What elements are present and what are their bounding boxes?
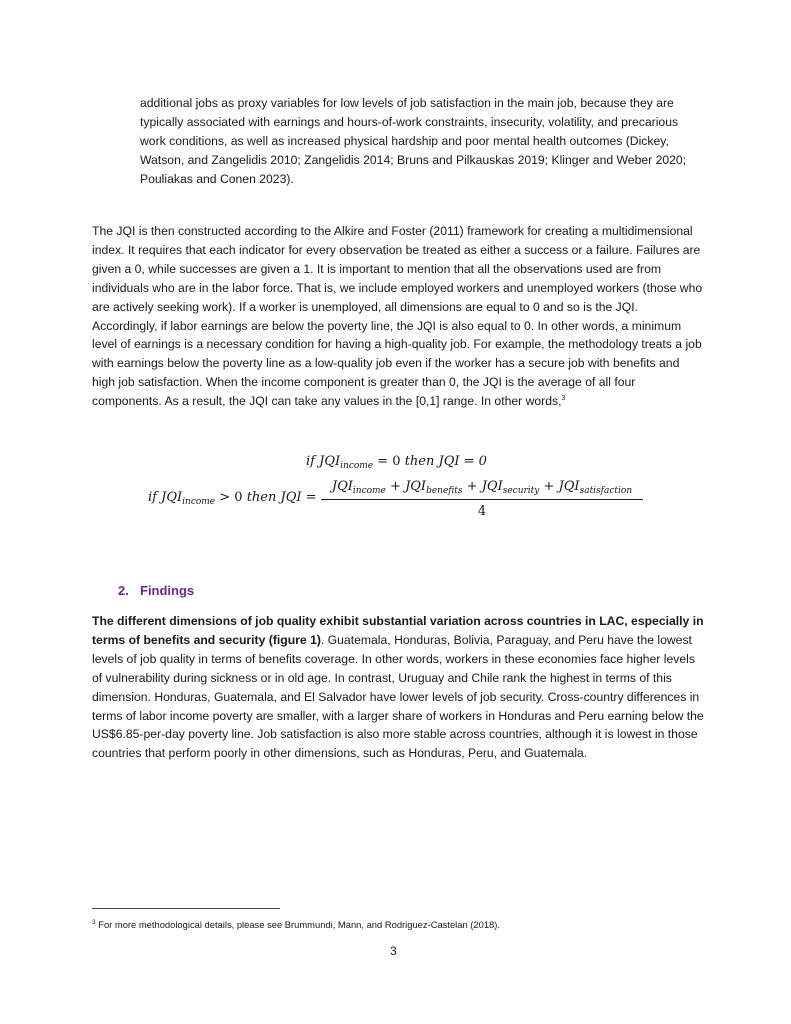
fraction-denominator: 4	[477, 504, 487, 519]
indented-paragraph: additional jobs as proxy variables for low levels of job satisfaction in the main job, because they are typically associated with earnings and hours-of-work constraints, insecurity, volatility, and precarious work conditions, as well as increased physical hardship and poor mental health outcomes (Dickey, Watson, and Zangelidis 2010; Zangelidis 2014; Bruns and Pilkauskas 2019; Klinger and Weber 2020; Pouliakas and Conen 2023).	[140, 96, 687, 186]
equation-income-positive-lhs	[148, 490, 317, 507]
num-sub-security: security	[502, 486, 540, 496]
num-jqi-2: JQI	[405, 479, 427, 494]
footnote-reference[interactable]: 3	[561, 395, 566, 403]
eq1-then: then	[404, 454, 435, 469]
footnote-divider	[92, 908, 280, 909]
eq1-equals-zero: = 0	[373, 454, 405, 469]
eq2-if: if	[148, 490, 157, 505]
eq2-income-sub: income	[182, 497, 216, 507]
footnote	[92, 917, 500, 931]
num-sub-satisfaction: satisfaction	[579, 486, 633, 496]
eq1-rhs: JQI = 0	[438, 454, 487, 469]
num-jqi-4: JQI	[558, 479, 580, 494]
num-jqi-3: JQI	[481, 479, 503, 494]
eq2-then: then	[246, 490, 277, 505]
num-jqi-1: JQI	[331, 479, 353, 494]
num-sub-income: income	[352, 486, 386, 496]
eq1-if: if	[306, 454, 315, 469]
num-plus-1: +	[385, 479, 406, 494]
num-plus-2: +	[462, 479, 482, 494]
equation-income-zero	[306, 454, 487, 471]
findings-body: . Guatemala, Honduras, Bolivia, Paraguay, and Peru have the lowest levels of job quality in terms of benefits coverage. In other words, workers in these economies face higher levels of vulnerability during sickness or in old age. In contrast, Uruguay and Chile rank the highest in terms of this dimension. Honduras, Guatemala, and El Salvador have lower levels of job security. Cross-country differences in terms of labor income poverty are smaller, with a larger share of workers in Honduras and Peru earning below the US$6.85-per-day poverty line. Job satisfaction is also more stable across countries, although it is lowest in those countries that perform poorly in other dimensions, such as Honduras, Peru, and Guatemala.	[92, 632, 704, 761]
eq2-jqi-equals: JQI =	[280, 490, 317, 505]
num-sub-benefits: benefits	[426, 486, 463, 496]
jqi-paragraph-text: The JQI is then constructed according to the Alkire and Foster (2011) framework for creating a multidimensional index. It requires that each indicator for every observation be treated as either a success or a failure. Failures are given a 0, while successes are given a 1. It is important to mention that all the observations used are from individuals who are in the labor force. That is, we include employed workers and unemployed workers (those who are actively seeking work). If a worker is unemployed, all dimensions are equal to 0 and so is the JQI. Accordingly, if labor earnings are below the poverty line, the JQI is also equal to 0. In other words, a minimum level of earnings is a necessary condition for having a high-quality job. For example, the methodology treats a job with earnings below the poverty line as a low-quality job even if the worker has a secure job with benefits and high job satisfaction. When the income component is greater than 0, the JQI is the average of all four components. As a result, the JQI can take any values in the [0,1] range. In other words,	[92, 224, 703, 409]
eq2-greater-zero: > 0	[215, 490, 247, 505]
eq1-jqi: JQI	[319, 454, 341, 469]
jqi-methodology-paragraph	[92, 222, 704, 411]
findings-paragraph	[92, 612, 704, 763]
findings-bold-lead: The different dimensions of job quality exhibit substantial variation across countries in LAC, especially in terms of benefits and security (figure 1)	[92, 614, 704, 647]
section-heading-findings	[118, 583, 194, 598]
section-title: Findings	[140, 583, 195, 598]
page-number: 3	[390, 944, 397, 958]
footnote-text: For more methodological details, please see Brummundi, Mann, and Rodriguez-Castelan (2018).	[95, 919, 500, 930]
eq1-income-sub: income	[340, 461, 374, 471]
fraction-numerator	[321, 479, 643, 500]
equation-fraction	[321, 479, 643, 519]
num-plus-3: +	[539, 479, 559, 494]
eq2-jqi: JQI	[161, 490, 183, 505]
footnote-marker: 3	[92, 919, 96, 926]
section-number: 2.	[118, 583, 129, 598]
